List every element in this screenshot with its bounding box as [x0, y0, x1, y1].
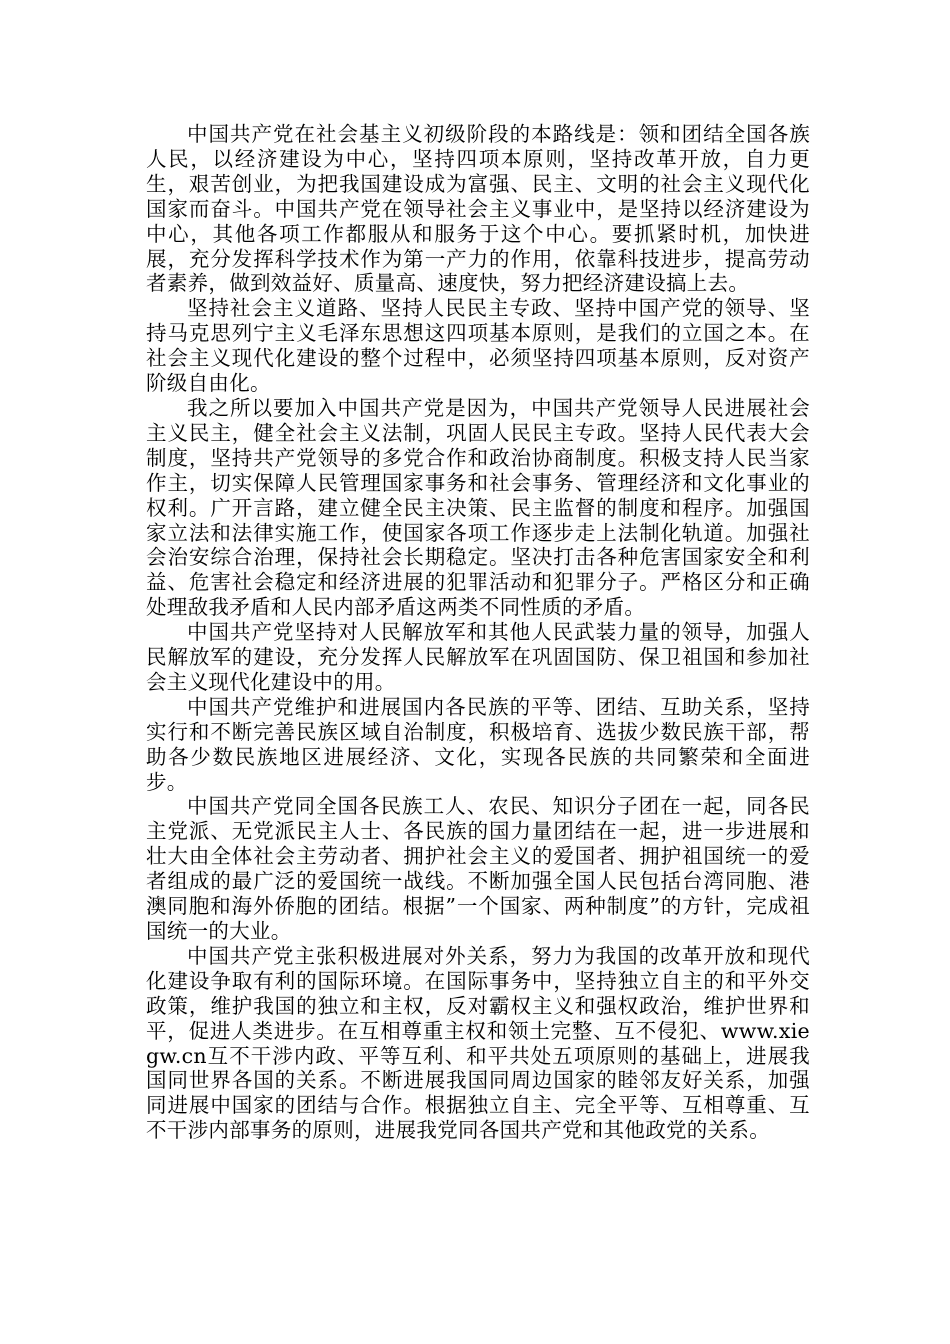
paragraph-army: 中国共产党坚持对人民解放军和其他人民武装力量的领导，加强人民解放军的建设，充分发挥人民解放军在巩固国防、保卫祖国和参加社会主义现代化建设中的用。 — [146, 620, 810, 694]
paragraph-ethnic-unity: 中国共产党维护和进展国内各民族的平等、团结、互助关系，坚持实行和不断完善民族区域自治制度，积极培育、选拔少数民族干部，帮助各少数民族地区进展经济、文化，实现各民族的共同繁荣和全面进步。 — [146, 694, 810, 794]
paragraph-united-front: 中国共产党同全国各民族工人、农民、知识分子团在一起，同各民主党派、无党派民主人士、各民族的国力量团结在一起，进一步进展和壮大由全体社会主劳动者、拥护社会主义的爱国者、拥护祖国统一的爱者组成的最广泛的爱国统一战线。不断加强全国人民包括台湾同胞、港澳同胞和海外侨胞的团结。根据”一个国家、两种制度”的方针，完成祖国统一的大业。 — [146, 794, 810, 943]
paragraph-four-principles: 坚持社会主义道路、坚持人民民主专政、坚持中国产党的领导、坚持马克思列宁主义毛泽东思想这四项基本原则，是我们的立国之本。在社会主义现代化建设的整个过程中，必须坚持四项基本原则，反对资产阶级自由化。 — [146, 296, 810, 396]
paragraph-democracy: 我之所以要加入中国共产党是因为，中国共产党领导人民进展社会主义民主，健全社会主义法制，巩固人民民主专政。坚持人民代表大会制度，坚持共产党领导的多党合作和政治协商制度。积极支持人民当家作主，切实保障人民管理国家事务和社会事务、管理经济和文化事业的权利。广开言路，建立健全民主决策、民主监督的制度和程序。加强国家立法和法律实施工作，使国家各项工作逐步走上法制化轨道。加强社会治安综合治理，保持社会长期稳定。坚决打击各种危害国家安全和利益、危害社会稳定和经济进展的犯罪活动和犯罪分子。严格区分和正确处理敌我矛盾和人民内部矛盾这两类不同性质的矛盾。 — [146, 395, 810, 620]
paragraph-foreign-relations: 中国共产党主张积极进展对外关系，努力为我国的改革开放和现代化建设争取有利的国际环境。在国际事务中，坚持独立自主的和平外交政策，维护我国的独立和主权，反对霸权主义和强权政治，维护世界和平，促进人类进步。在互相尊重主权和领土完整、互不侵犯、www.xiegw.cn互不干涉内政、平等互利、和平共处五项原则的基础上，进展我国同世界各国的关系。不断进展我国同周边国家的睦邻友好关系，加强同进展中国家的团结与合作。根据独立自主、完全平等、互相尊重、互不干涉内部事务的原则，进展我党同各国共产党和其他政党的关系。 — [146, 943, 810, 1143]
document-body — [146, 122, 810, 1143]
paragraph-basic-line: 中国共产党在社会基主义初级阶段的本路线是：领和团结全国各族人民，以经济建设为中心，坚持四项本原则，坚持改革开放，自力更生，艰苦创业，为把我国建设成为富强、民主、文明的社会主义现代化国家而奋斗。中国共产党在领导社会主义事业中，是坚持以经济建设为中心，其他各项工作都服从和服务于这个中心。要抓紧时机，加快进展，充分发挥科学技术作为第一产力的作用，依靠科技进步，提高劳动者素养，做到效益好、质量高、速度快，努力把经济建设搞上去。 — [146, 122, 810, 296]
